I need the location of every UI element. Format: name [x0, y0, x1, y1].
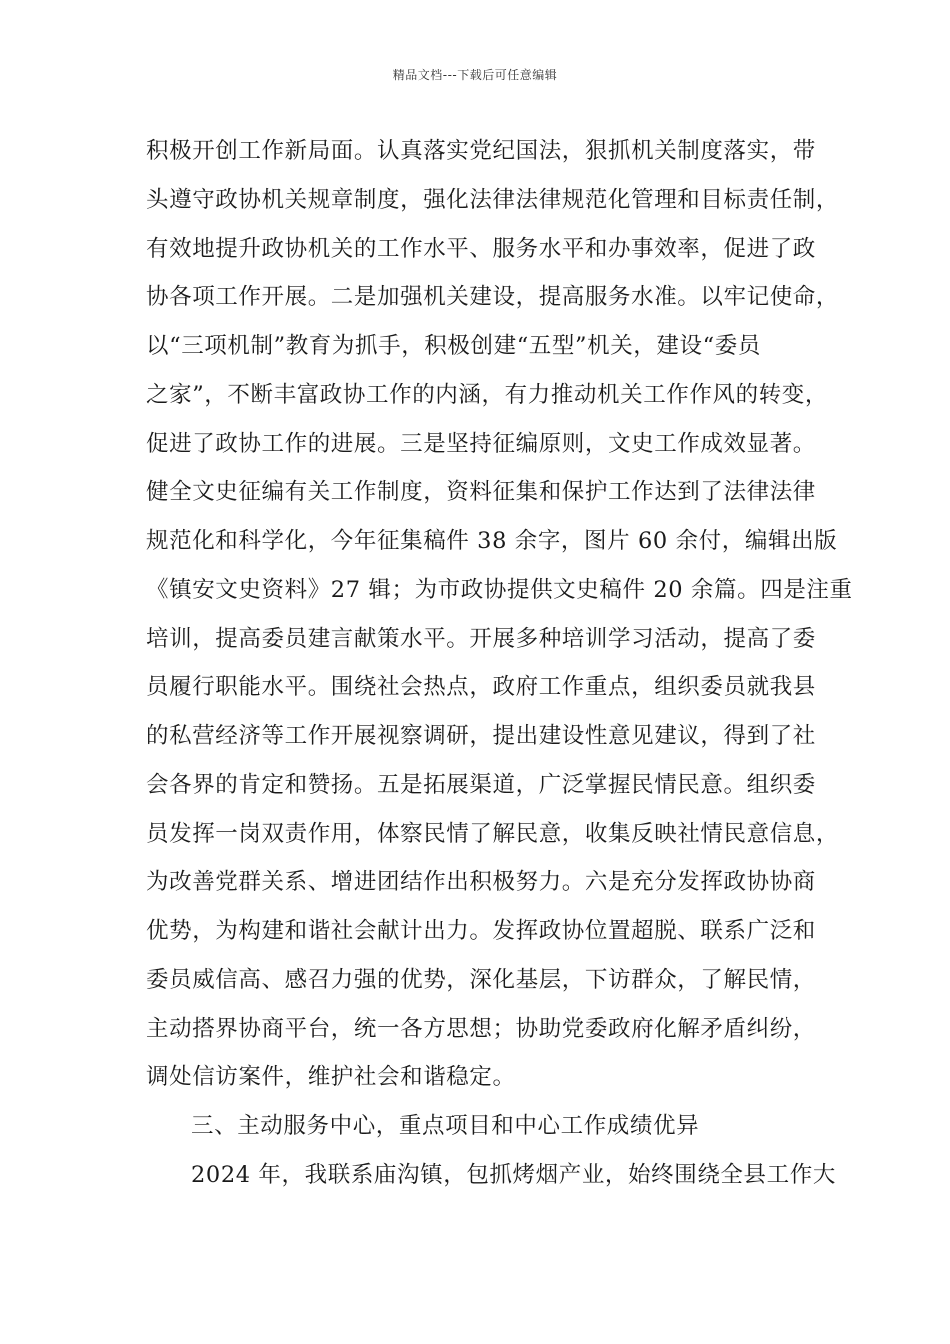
paragraph-line: 之家”，不断丰富政协工作的内涵，有力推动机关工作作风的转变，	[146, 381, 829, 408]
paragraph-line: 员履行职能水平。围绕社会热点，政府工作重点，组织委员就我县	[146, 674, 816, 701]
paragraph-line: 《镇安文史资料》27 辑；为市政协提供文史稿件 20 余篇。四是注重	[146, 576, 853, 603]
paragraph-line: 积极开创工作新局面。认真落实党纪国法，狠抓机关制度落实，带	[146, 138, 816, 164]
paragraph-line: 促进了政协工作的进展。三是坚持征编原则，文史工作成效显著。	[146, 430, 816, 457]
paragraph-line: 的私营经济等工作开展视察调研，提出建设性意见建议，得到了社	[146, 723, 816, 749]
paragraph-line: 有效地提升政协机关的工作水平、服务水平和办事效率，促进了政	[146, 235, 816, 262]
section-heading: 三、主动服务中心，重点项目和中心工作成绩优异	[191, 1113, 700, 1139]
paragraph-line: 主动搭界协商平台，统一各方思想；协助党委政府化解矛盾纠纷，	[146, 1015, 816, 1042]
paragraph-line: 规范化和科学化，今年征集稿件 38 余字，图片 60 余付，编辑出版	[146, 528, 838, 554]
paragraph-line: 优势，为构建和谐社会献计出力。发挥政协位置超脱、联系广泛和	[146, 918, 816, 944]
paragraph-line: 健全文史征编有关工作制度，资料征集和保护工作达到了法律法律	[146, 479, 816, 506]
paragraph-line: 培训，提高委员建言献策水平。开展多种培训学习活动，提高了委	[146, 625, 816, 652]
paragraph-line: 员发挥一岗双责作用，体察民情了解民意，收集反映社情民意信息，	[146, 820, 840, 847]
page-header: 精品文档---下载后可任意编辑	[392, 68, 558, 82]
paragraph-line: 为改善党群关系、增进团结作出积极努力。六是充分发挥政协协商	[146, 869, 816, 896]
paragraph-line: 委员威信高、感召力强的优势，深化基层，下访群众，了解民情，	[146, 966, 816, 993]
document-body	[146, 127, 853, 1200]
paragraph-line: 会各界的肯定和赞扬。五是拓展渠道，广泛掌握民情民意。组织委	[146, 771, 816, 798]
paragraph-line: 调处信访案件，维护社会和谐稳定。	[146, 1064, 516, 1091]
paragraph-line: 以“三项机制”教育为抓手，积极创建“五型”机关，建设“委员	[146, 333, 761, 359]
paragraph-line: 协各项工作开展。二是加强机关建设，提高服务水准。以牢记使命，	[146, 284, 840, 311]
paragraph-line: 2024 年，我联系庙沟镇，包抓烤烟产业，始终围绕全县工作大	[191, 1161, 836, 1188]
paragraph-line: 头遵守政协机关规章制度，强化法律法律规范化管理和目标责任制，	[146, 186, 840, 213]
